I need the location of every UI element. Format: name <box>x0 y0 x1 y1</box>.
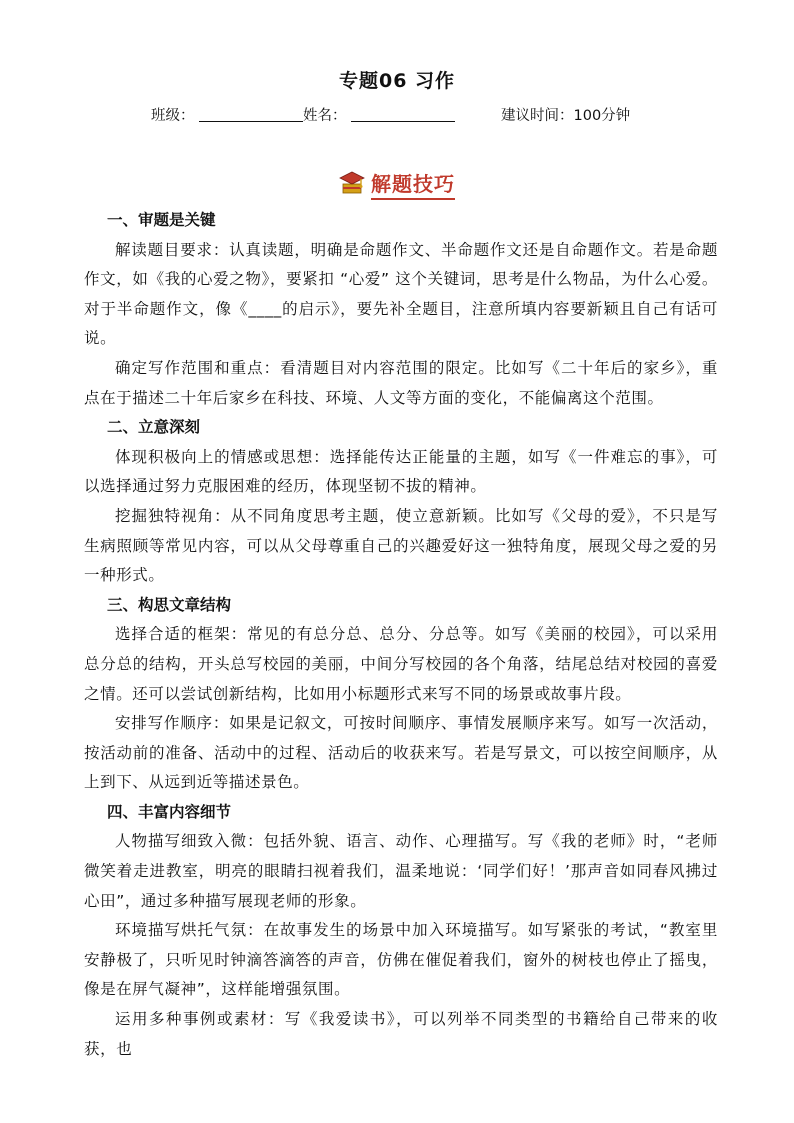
name-blank-line <box>351 121 455 122</box>
paragraph: 人物描写细致入微：包括外貌、语言、动作、心理描写。写《我的老师》时，“老师微笑着走进教室，明亮的眼睛扫视着我们，温柔地说：‘同学们好！’那声音如同春风拂过心田”，通过多种描写展现老师的形象。 <box>84 832 718 910</box>
paragraph: 体现积极向上的情感或思想：选择能传达正能量的主题，如写《一件难忘的事》，可以选择通过努力克服困难的经历，体现坚韧不拔的精神。 <box>84 447 718 496</box>
section-4 <box>84 798 718 1064</box>
paragraph: 选择合适的框架：常见的有总分总、总分、分总等。如写《美丽的校园》，可以采用总分总的结构，开头总写校园的美丽，中间分写校园的各个角落，结尾总结对校园的喜爱之情。还可以尝试创新结构，比如用小标题形式来写不同的场景或故事片段。 <box>84 625 718 703</box>
page-title: 专题06 习作 <box>338 70 456 92</box>
class-blank-line <box>199 121 303 122</box>
student-info-row <box>151 104 711 128</box>
paragraph: 运用多种事例或素材：写《我爱读书》，可以列举不同类型的书籍给自己带来的收获，也 <box>84 1010 718 1058</box>
graduation-cap-icon <box>339 169 365 199</box>
suggested-time: 建议时间：100分钟 <box>501 108 631 124</box>
paragraph: 确定写作范围和重点：看清题目对内容范围的限定。比如写《二十年后的家乡》，重点在于描述二十年后家乡在科技、环境、人文等方面的变化，不能偏离这个范围。 <box>84 358 718 407</box>
section-banner <box>0 168 794 202</box>
class-label: 班级： <box>151 108 195 124</box>
paragraph: 解读题目要求：认真读题，明确是命题作文、半命题作文还是自命题作文。若是命题作文，如《我的心爱之物》，要紧扣 “心爱” 这个关键词，思考是什么物品，为什么心爱。对于半命题作文，像《____的启示》，要先补全题目，注意所填内容要新颖且自己有话可说。 <box>84 240 718 348</box>
banner-title: 解题技巧 <box>371 168 455 200</box>
section-1 <box>84 206 718 413</box>
section-2 <box>84 413 718 591</box>
paragraph: 挖掘独特视角：从不同角度思考主题，使立意新颖。比如写《父母的爱》，不只是写生病照顾等常见内容，可以从父母尊重自己的兴趣爱好这一独特角度，展现父母之爱的另一种形式。 <box>84 506 718 585</box>
paragraph: 环境描写烘托气氛：在故事发生的场景中加入环境描写。如写紧张的考试，“教室里安静极了，只听见时钟滴答滴答的声音，仿佛在催促着我们，窗外的树枝也停止了摇曳，像是在屏气凝神”，这样能增强氛围。 <box>84 921 718 999</box>
name-label: 姓名： <box>303 108 347 124</box>
section-heading: 一、审题是关键 <box>107 211 216 229</box>
section-heading: 二、立意深刻 <box>107 418 201 437</box>
section-heading: 四、丰富内容细节 <box>107 802 232 821</box>
section-3 <box>84 591 718 798</box>
article-body <box>84 206 718 1064</box>
paragraph: 安排写作顺序：如果是记叙文，可按时间顺序、事情发展顺序来写。如写一次活动，按活动前的准备、活动中的过程、活动后的收获来写。若是写景文，可以按空间顺序，从上到下、从远到近等描述景色。 <box>84 714 718 792</box>
section-heading: 三、构思文章结构 <box>107 595 232 614</box>
